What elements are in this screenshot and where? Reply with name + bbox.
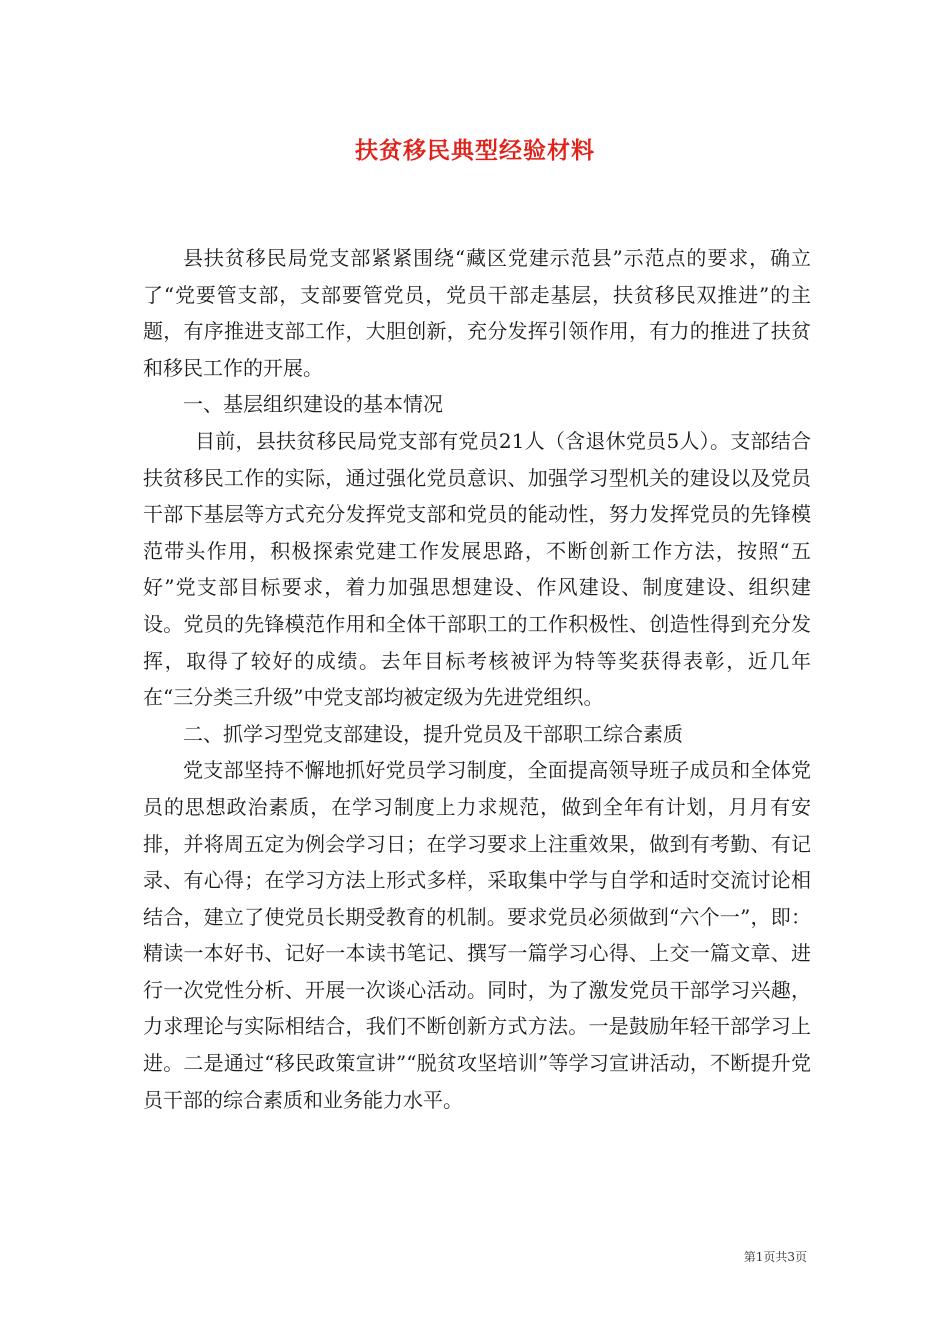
page-number: 第1页共3页 — [743, 1250, 807, 1264]
section-heading-1: 一、基层组织建设的基本情况 — [183, 392, 443, 417]
section-1-paragraph: 目前，县扶贫移民局党支部有党员21人（含退休党员5人）。支部结合扶贫移民工作的实际，通过强化党员意识、加强学习型机关的建设以及党员干部下基层等方式充分发挥党支部和党员的能动性，努力发挥党员的先锋模范带头作用，积极探索党建工作发展思路，不断创新工作方法，按照“五好”党支部目标要求，着力加强思想建设、作风建设、制度建设、组织建设。党员的先锋模范作用和全体干部职工的工作积极性、创造性得到充分发挥，取得了较好的成绩。去年目标考核被评为特等奖获得表彰，近几年在“三分类三升级”中党支部均被定级为先进党组织。 — [143, 428, 811, 710]
document-title: 扶贫移民典型经验材料 — [355, 137, 595, 164]
intro-paragraph: 县扶贫移民局党支部紧紧围绕“藏区党建示范县”示范点的要求，确立了“党要管支部，支部要管党员，党员干部走基层，扶贫移民双推进”的主题，有序推进支部工作，大胆创新，充分发挥引领作用，有力的推进了扶贫和移民工作的开展。 — [143, 246, 811, 380]
section-heading-2: 二、抓学习型党支部建设，提升党员及干部职工综合素质 — [183, 721, 683, 746]
section-2-paragraph: 党支部坚持不懈地抓好党员学习制度，全面提高领导班子成员和全体党员的思想政治素质，在学习制度上力求规范，做到全年有计划，月月有安排，并将周五定为例会学习日；在学习要求上注重效果，做到有考勤、有记录、有心得；在学习方法上形式多样，采取集中学与自学和适时交流讨论相结合，建立了使党员长期受教育的机制。要求党员必须做到“六个一”，即：精读一本好书、记好一本读书笔记、撰写一篇学习心得、上交一篇文章、进行一次党性分析、开展一次谈心活动。同时，为了激发党员干部学习兴趣，力求理论与实际相结合，我们不断创新方式方法。一是鼓励年轻干部学习上进。二是通过“移民政策宣讲”“脱贫攻坚培训”等学习宣讲活动，不断提升党员干部的综合素质和业务能力水平。 — [143, 758, 811, 1112]
document-body — [143, 240, 811, 1118]
